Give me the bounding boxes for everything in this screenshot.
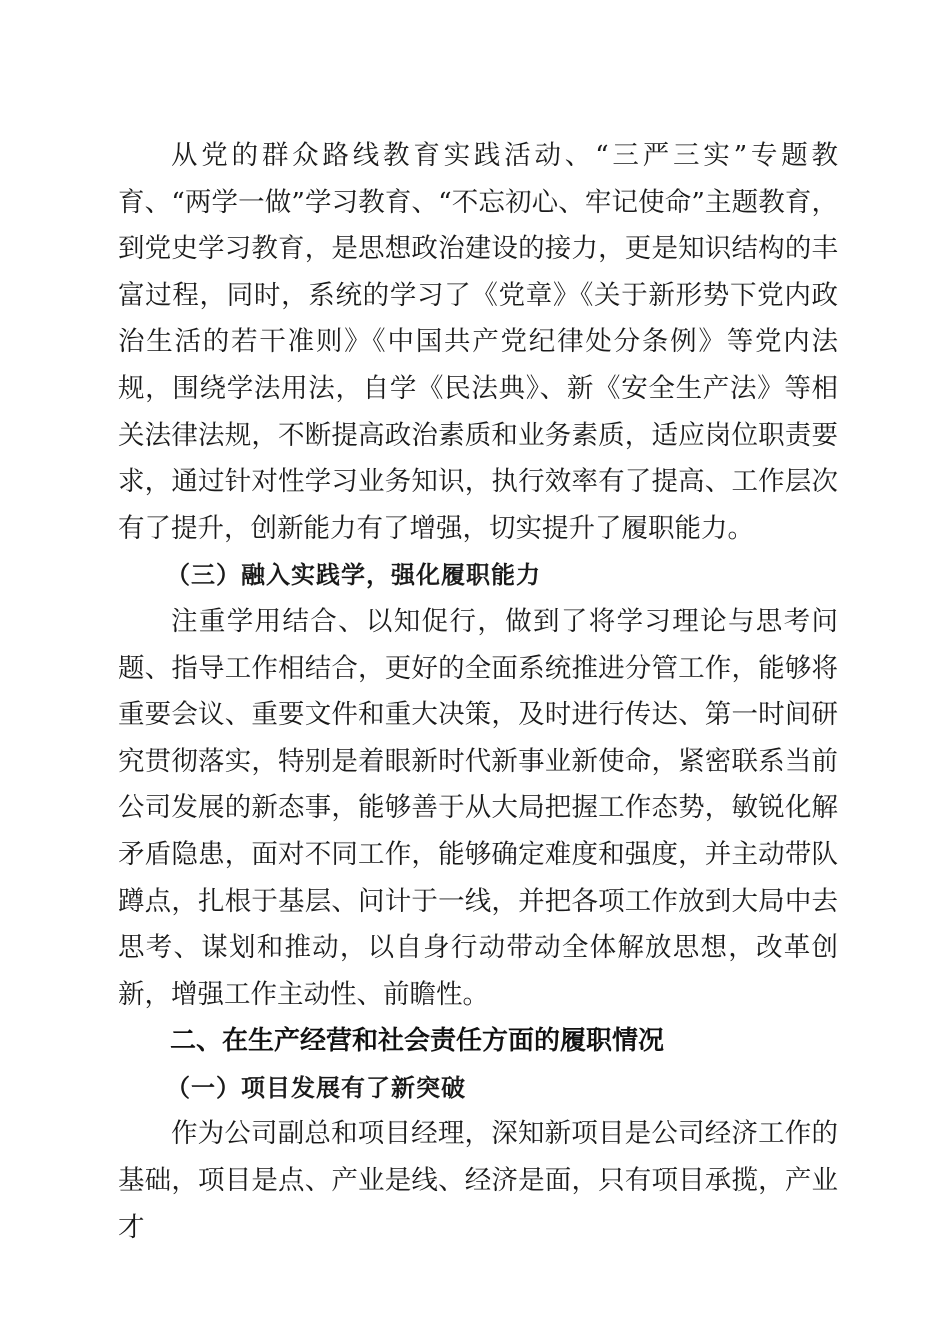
subheading-project-development: （一）项目发展有了新突破: [166, 1072, 466, 1102]
subheading-practice-learning: （三）融入实践学，强化履职能力: [166, 560, 541, 590]
paragraph-practice-learning: 注重学用结合、以知促行，做到了将学习理论与思考问题、指导工作相结合，更好的全面系统推进分管工作，能够将重要会议、重要文件和重大决策，及时进行传达、第一时间研究贯彻落实，特别是着眼新时代新事业新使命，紧密联系当前公司发展的新态事，能够善于从大局把握工作态势，敏锐化解矛盾隐患，面对不同工作，能够确定难度和强度，并主动带队蹲点，扎根于基层、问计于一线，并把各项工作放到大局中去思考、谋划和推动，以自身行动带动全体解放思想，改革创新，增强工作主动性、前瞻性。: [118, 605, 838, 1010]
document-body: [118, 133, 838, 1251]
paragraph-study-activities: 从党的群众路线教育实践活动、“三严三实”专题教育、“两学一做”学习教育、“不忘初心、牢记使命”主题教育，到党史学习教育，是思想政治建设的接力，更是知识结构的丰富过程，同时，系统的学习了《党章》《关于新形势下党内政治生活的若干准则》《中国共产党纪律处分条例》等党内法规，围绕学法用法，自学《民法典》、新《安全生产法》等相关法律法规，不断提高政治素质和业务素质，适应岗位职责要求，通过针对性学习业务知识，执行效率有了提高、工作层次有了提升，创新能力有了增强，切实提升了履职能力。: [118, 140, 838, 544]
heading-production-operations: 二、在生产经营和社会责任方面的履职情况: [170, 1026, 665, 1057]
paragraph-project-development: 作为公司副总和项目经理，深知新项目是公司经济工作的基础，项目是点、产业是线、经济是面，只有项目承揽，产业才: [118, 1118, 838, 1243]
